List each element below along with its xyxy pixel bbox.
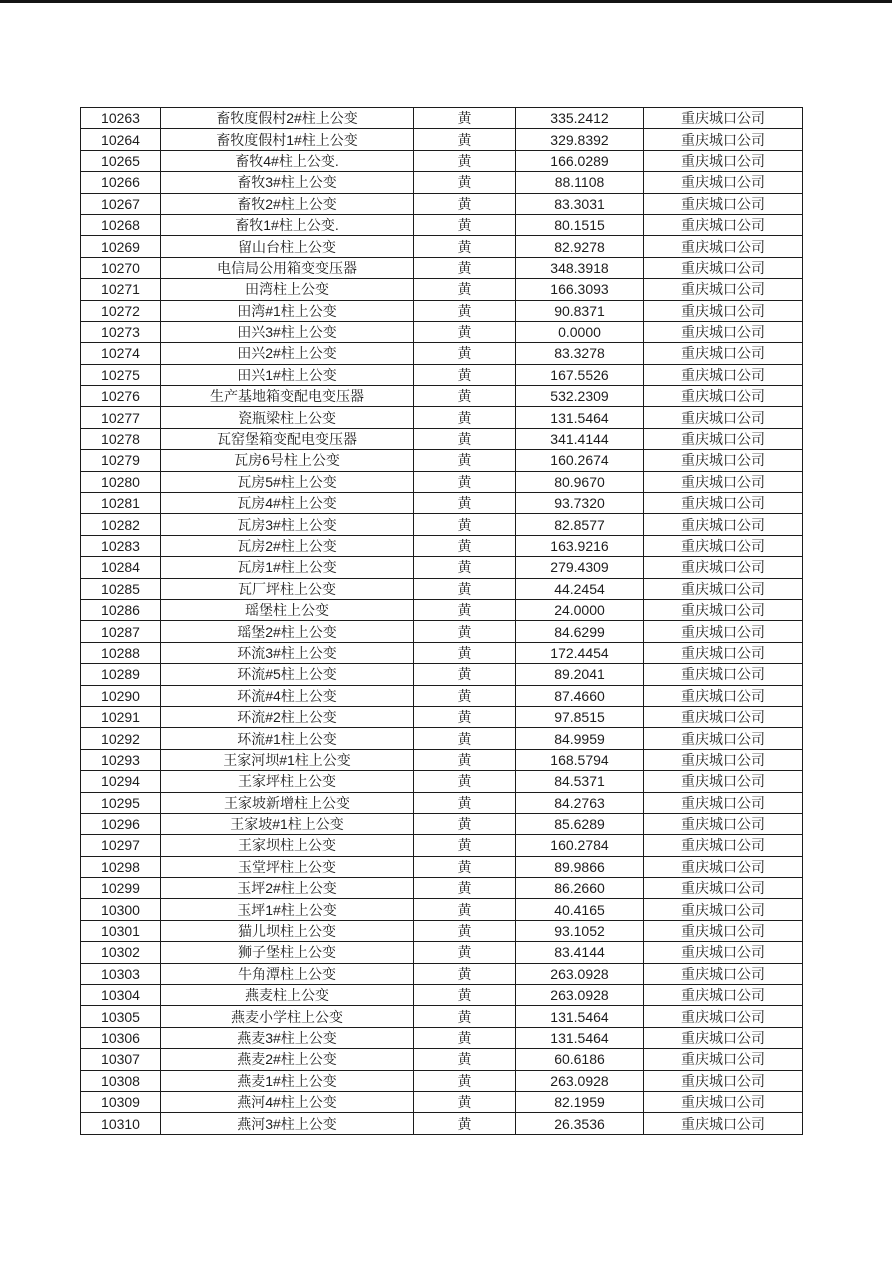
value-cell: 348.3918 [516,257,644,278]
company-cell: 重庆城口公司 [644,193,803,214]
value-cell: 167.5526 [516,364,644,385]
transformer-name-cell: 狮子堡柱上公变 [161,942,414,963]
value-cell: 84.6299 [516,621,644,642]
serial-number-cell: 10270 [81,257,161,278]
table-row [81,321,803,342]
color-flag-cell: 黄 [414,236,516,257]
serial-number-cell: 10281 [81,493,161,514]
transformer-name-cell: 燕麦3#柱上公变 [161,1027,414,1048]
company-cell: 重庆城口公司 [644,813,803,834]
transformer-name-cell: 燕麦小学柱上公变 [161,1006,414,1027]
color-flag-cell: 黄 [414,150,516,171]
transformer-name-cell: 瑶堡柱上公变 [161,599,414,620]
table-row [81,985,803,1006]
transformer-name-cell: 留山台柱上公变 [161,236,414,257]
table-row [81,471,803,492]
company-cell: 重庆城口公司 [644,985,803,1006]
value-cell: 131.5464 [516,1027,644,1048]
table-row [81,193,803,214]
company-cell: 重庆城口公司 [644,321,803,342]
color-flag-cell: 黄 [414,1027,516,1048]
color-flag-cell: 黄 [414,364,516,385]
serial-number-cell: 10296 [81,813,161,834]
company-cell: 重庆城口公司 [644,706,803,727]
table-row [81,749,803,770]
serial-number-cell: 10267 [81,193,161,214]
transformer-name-cell: 田湾柱上公变 [161,279,414,300]
company-cell: 重庆城口公司 [644,386,803,407]
value-cell: 86.2660 [516,878,644,899]
transformer-name-cell: 瓷瓶梁柱上公变 [161,407,414,428]
table-row [81,813,803,834]
color-flag-cell: 黄 [414,621,516,642]
table-row [81,835,803,856]
color-flag-cell: 黄 [414,386,516,407]
table-row [81,621,803,642]
serial-number-cell: 10300 [81,899,161,920]
value-cell: 263.0928 [516,985,644,1006]
color-flag-cell: 黄 [414,257,516,278]
table-row [81,920,803,941]
value-cell: 131.5464 [516,407,644,428]
value-cell: 89.9866 [516,856,644,877]
transformer-name-cell: 瓦房5#柱上公变 [161,471,414,492]
transformer-name-cell: 玉坪2#柱上公变 [161,878,414,899]
table-row [81,236,803,257]
value-cell: 166.0289 [516,150,644,171]
table-row [81,642,803,663]
color-flag-cell: 黄 [414,749,516,770]
serial-number-cell: 10287 [81,621,161,642]
value-cell: 82.8577 [516,514,644,535]
transformer-name-cell: 畜牧1#柱上公变. [161,214,414,235]
value-cell: 90.8371 [516,300,644,321]
color-flag-cell: 黄 [414,771,516,792]
serial-number-cell: 10278 [81,428,161,449]
table-row [81,557,803,578]
serial-number-cell: 10295 [81,792,161,813]
company-cell: 重庆城口公司 [644,236,803,257]
value-cell: 279.4309 [516,557,644,578]
serial-number-cell: 10294 [81,771,161,792]
transformer-name-cell: 燕麦1#柱上公变 [161,1070,414,1091]
transformer-name-cell: 王家坡新增柱上公变 [161,792,414,813]
value-cell: 131.5464 [516,1006,644,1027]
value-cell: 83.4144 [516,942,644,963]
color-flag-cell: 黄 [414,642,516,663]
company-cell: 重庆城口公司 [644,792,803,813]
table-row [81,771,803,792]
value-cell: 93.1052 [516,920,644,941]
company-cell: 重庆城口公司 [644,899,803,920]
table-row [81,300,803,321]
company-cell: 重庆城口公司 [644,172,803,193]
serial-number-cell: 10291 [81,706,161,727]
serial-number-cell: 10298 [81,856,161,877]
serial-number-cell: 10266 [81,172,161,193]
value-cell: 168.5794 [516,749,644,770]
transformer-name-cell: 瓦厂坪柱上公变 [161,578,414,599]
transformer-name-cell: 田兴1#柱上公变 [161,364,414,385]
serial-number-cell: 10280 [81,471,161,492]
color-flag-cell: 黄 [414,279,516,300]
transformer-name-cell: 生产基地箱变配电变压器 [161,386,414,407]
table-row [81,1027,803,1048]
company-cell: 重庆城口公司 [644,599,803,620]
company-cell: 重庆城口公司 [644,771,803,792]
table-row [81,578,803,599]
value-cell: 97.8515 [516,706,644,727]
table-row [81,172,803,193]
table-row [81,428,803,449]
table-row [81,343,803,364]
serial-number-cell: 10292 [81,728,161,749]
color-flag-cell: 黄 [414,321,516,342]
serial-number-cell: 10306 [81,1027,161,1048]
serial-number-cell: 10286 [81,599,161,620]
serial-number-cell: 10269 [81,236,161,257]
transformer-name-cell: 畜牧3#柱上公变 [161,172,414,193]
serial-number-cell: 10282 [81,514,161,535]
company-cell: 重庆城口公司 [644,257,803,278]
serial-number-cell: 10308 [81,1070,161,1091]
scan-top-edge-bar [0,0,892,3]
color-flag-cell: 黄 [414,578,516,599]
company-cell: 重庆城口公司 [644,963,803,984]
color-flag-cell: 黄 [414,1113,516,1134]
color-flag-cell: 黄 [414,428,516,449]
table-row [81,129,803,150]
color-flag-cell: 黄 [414,1049,516,1070]
company-cell: 重庆城口公司 [644,642,803,663]
serial-number-cell: 10263 [81,108,161,129]
value-cell: 160.2784 [516,835,644,856]
value-cell: 82.9278 [516,236,644,257]
company-cell: 重庆城口公司 [644,1091,803,1112]
serial-number-cell: 10310 [81,1113,161,1134]
transformer-name-cell: 猫儿坝柱上公变 [161,920,414,941]
company-cell: 重庆城口公司 [644,1070,803,1091]
company-cell: 重庆城口公司 [644,493,803,514]
value-cell: 89.2041 [516,664,644,685]
transformer-name-cell: 瓦房6号柱上公变 [161,450,414,471]
company-cell: 重庆城口公司 [644,150,803,171]
table-row [81,1070,803,1091]
transformer-name-cell: 燕河4#柱上公变 [161,1091,414,1112]
color-flag-cell: 黄 [414,878,516,899]
company-cell: 重庆城口公司 [644,300,803,321]
color-flag-cell: 黄 [414,493,516,514]
serial-number-cell: 10289 [81,664,161,685]
serial-number-cell: 10275 [81,364,161,385]
transformer-name-cell: 王家坪柱上公变 [161,771,414,792]
company-cell: 重庆城口公司 [644,1006,803,1027]
company-cell: 重庆城口公司 [644,514,803,535]
value-cell: 93.7320 [516,493,644,514]
transformer-name-cell: 燕河3#柱上公变 [161,1113,414,1134]
table-row [81,257,803,278]
color-flag-cell: 黄 [414,172,516,193]
value-cell: 84.2763 [516,792,644,813]
value-cell: 44.2454 [516,578,644,599]
color-flag-cell: 黄 [414,557,516,578]
transformer-name-cell: 环流#2柱上公变 [161,706,414,727]
transformer-name-cell: 燕麦柱上公变 [161,985,414,1006]
color-flag-cell: 黄 [414,685,516,706]
company-cell: 重庆城口公司 [644,578,803,599]
value-cell: 80.1515 [516,214,644,235]
value-cell: 163.9216 [516,535,644,556]
company-cell: 重庆城口公司 [644,835,803,856]
transformer-name-cell: 环流#4柱上公变 [161,685,414,706]
table-body [81,108,803,1135]
serial-number-cell: 10288 [81,642,161,663]
table-row [81,214,803,235]
value-cell: 82.1959 [516,1091,644,1112]
company-cell: 重庆城口公司 [644,878,803,899]
company-cell: 重庆城口公司 [644,279,803,300]
color-flag-cell: 黄 [414,728,516,749]
serial-number-cell: 10285 [81,578,161,599]
value-cell: 329.8392 [516,129,644,150]
serial-number-cell: 10302 [81,942,161,963]
color-flag-cell: 黄 [414,920,516,941]
value-cell: 166.3093 [516,279,644,300]
table-row [81,899,803,920]
table-row [81,386,803,407]
table-row [81,1113,803,1134]
transformer-name-cell: 畜牧4#柱上公变. [161,150,414,171]
value-cell: 80.9670 [516,471,644,492]
color-flag-cell: 黄 [414,300,516,321]
transformer-name-cell: 玉坪1#柱上公变 [161,899,414,920]
value-cell: 60.6186 [516,1049,644,1070]
company-cell: 重庆城口公司 [644,664,803,685]
transformer-data-table [80,107,803,1135]
serial-number-cell: 10307 [81,1049,161,1070]
company-cell: 重庆城口公司 [644,728,803,749]
serial-number-cell: 10279 [81,450,161,471]
value-cell: 172.4454 [516,642,644,663]
serial-number-cell: 10284 [81,557,161,578]
serial-number-cell: 10293 [81,749,161,770]
color-flag-cell: 黄 [414,407,516,428]
transformer-name-cell: 田湾#1柱上公变 [161,300,414,321]
value-cell: 88.1108 [516,172,644,193]
table-row [81,1049,803,1070]
transformer-name-cell: 瓦房1#柱上公变 [161,557,414,578]
table-row [81,407,803,428]
color-flag-cell: 黄 [414,942,516,963]
value-cell: 0.0000 [516,321,644,342]
transformer-name-cell: 环流#1柱上公变 [161,728,414,749]
company-cell: 重庆城口公司 [644,942,803,963]
table-row [81,963,803,984]
table-row [81,1006,803,1027]
transformer-name-cell: 田兴3#柱上公变 [161,321,414,342]
table-row [81,535,803,556]
serial-number-cell: 10303 [81,963,161,984]
serial-number-cell: 10272 [81,300,161,321]
color-flag-cell: 黄 [414,108,516,129]
table-row [81,664,803,685]
table-row [81,792,803,813]
color-flag-cell: 黄 [414,599,516,620]
transformer-name-cell: 玉堂坪柱上公变 [161,856,414,877]
table-row [81,364,803,385]
table-row [81,878,803,899]
transformer-name-cell: 畜牧度假村1#柱上公变 [161,129,414,150]
company-cell: 重庆城口公司 [644,1113,803,1134]
transformer-name-cell: 电信局公用箱变变压器 [161,257,414,278]
value-cell: 83.3278 [516,343,644,364]
color-flag-cell: 黄 [414,1070,516,1091]
color-flag-cell: 黄 [414,813,516,834]
value-cell: 532.2309 [516,386,644,407]
serial-number-cell: 10297 [81,835,161,856]
color-flag-cell: 黄 [414,835,516,856]
serial-number-cell: 10271 [81,279,161,300]
transformer-name-cell: 王家坝柱上公变 [161,835,414,856]
company-cell: 重庆城口公司 [644,1027,803,1048]
value-cell: 263.0928 [516,963,644,984]
value-cell: 341.4144 [516,428,644,449]
table-row [81,279,803,300]
transformer-name-cell: 瓦房3#柱上公变 [161,514,414,535]
color-flag-cell: 黄 [414,706,516,727]
value-cell: 83.3031 [516,193,644,214]
transformer-name-cell: 瑶堡2#柱上公变 [161,621,414,642]
table-row [81,728,803,749]
table-row [81,150,803,171]
color-flag-cell: 黄 [414,664,516,685]
value-cell: 84.9959 [516,728,644,749]
serial-number-cell: 10277 [81,407,161,428]
color-flag-cell: 黄 [414,792,516,813]
table-row [81,514,803,535]
serial-number-cell: 10274 [81,343,161,364]
color-flag-cell: 黄 [414,535,516,556]
table-row [81,599,803,620]
serial-number-cell: 10304 [81,985,161,1006]
transformer-name-cell: 王家河坝#1柱上公变 [161,749,414,770]
transformer-name-cell: 燕麦2#柱上公变 [161,1049,414,1070]
company-cell: 重庆城口公司 [644,557,803,578]
transformer-name-cell: 田兴2#柱上公变 [161,343,414,364]
value-cell: 85.6289 [516,813,644,834]
company-cell: 重庆城口公司 [644,129,803,150]
company-cell: 重庆城口公司 [644,685,803,706]
company-cell: 重庆城口公司 [644,450,803,471]
transformer-name-cell: 瓦窑堡箱变配电变压器 [161,428,414,449]
serial-number-cell: 10299 [81,878,161,899]
value-cell: 84.5371 [516,771,644,792]
serial-number-cell: 10283 [81,535,161,556]
value-cell: 24.0000 [516,599,644,620]
color-flag-cell: 黄 [414,343,516,364]
company-cell: 重庆城口公司 [644,621,803,642]
company-cell: 重庆城口公司 [644,856,803,877]
company-cell: 重庆城口公司 [644,108,803,129]
table-row [81,942,803,963]
transformer-name-cell: 畜牧2#柱上公变 [161,193,414,214]
table-row [81,450,803,471]
transformer-name-cell: 瓦房2#柱上公变 [161,535,414,556]
value-cell: 87.4660 [516,685,644,706]
transformer-name-cell: 王家坡#1柱上公变 [161,813,414,834]
serial-number-cell: 10276 [81,386,161,407]
table-row [81,108,803,129]
company-cell: 重庆城口公司 [644,749,803,770]
company-cell: 重庆城口公司 [644,535,803,556]
color-flag-cell: 黄 [414,899,516,920]
company-cell: 重庆城口公司 [644,1049,803,1070]
company-cell: 重庆城口公司 [644,214,803,235]
color-flag-cell: 黄 [414,1091,516,1112]
company-cell: 重庆城口公司 [644,920,803,941]
table-row [81,856,803,877]
serial-number-cell: 10264 [81,129,161,150]
transformer-name-cell: 环流#5柱上公变 [161,664,414,685]
serial-number-cell: 10290 [81,685,161,706]
color-flag-cell: 黄 [414,514,516,535]
value-cell: 160.2674 [516,450,644,471]
value-cell: 40.4165 [516,899,644,920]
transformer-name-cell: 畜牧度假村2#柱上公变 [161,108,414,129]
color-flag-cell: 黄 [414,450,516,471]
transformer-name-cell: 环流3#柱上公变 [161,642,414,663]
value-cell: 335.2412 [516,108,644,129]
color-flag-cell: 黄 [414,1006,516,1027]
table-row [81,706,803,727]
transformer-name-cell: 牛角潭柱上公变 [161,963,414,984]
table-row [81,1091,803,1112]
color-flag-cell: 黄 [414,214,516,235]
table-row [81,493,803,514]
value-cell: 263.0928 [516,1070,644,1091]
color-flag-cell: 黄 [414,193,516,214]
serial-number-cell: 10265 [81,150,161,171]
table-row [81,685,803,706]
color-flag-cell: 黄 [414,856,516,877]
transformer-name-cell: 瓦房4#柱上公变 [161,493,414,514]
company-cell: 重庆城口公司 [644,471,803,492]
value-cell: 26.3536 [516,1113,644,1134]
serial-number-cell: 10305 [81,1006,161,1027]
color-flag-cell: 黄 [414,963,516,984]
serial-number-cell: 10309 [81,1091,161,1112]
color-flag-cell: 黄 [414,129,516,150]
company-cell: 重庆城口公司 [644,428,803,449]
color-flag-cell: 黄 [414,985,516,1006]
serial-number-cell: 10273 [81,321,161,342]
color-flag-cell: 黄 [414,471,516,492]
serial-number-cell: 10268 [81,214,161,235]
company-cell: 重庆城口公司 [644,364,803,385]
company-cell: 重庆城口公司 [644,343,803,364]
company-cell: 重庆城口公司 [644,407,803,428]
serial-number-cell: 10301 [81,920,161,941]
